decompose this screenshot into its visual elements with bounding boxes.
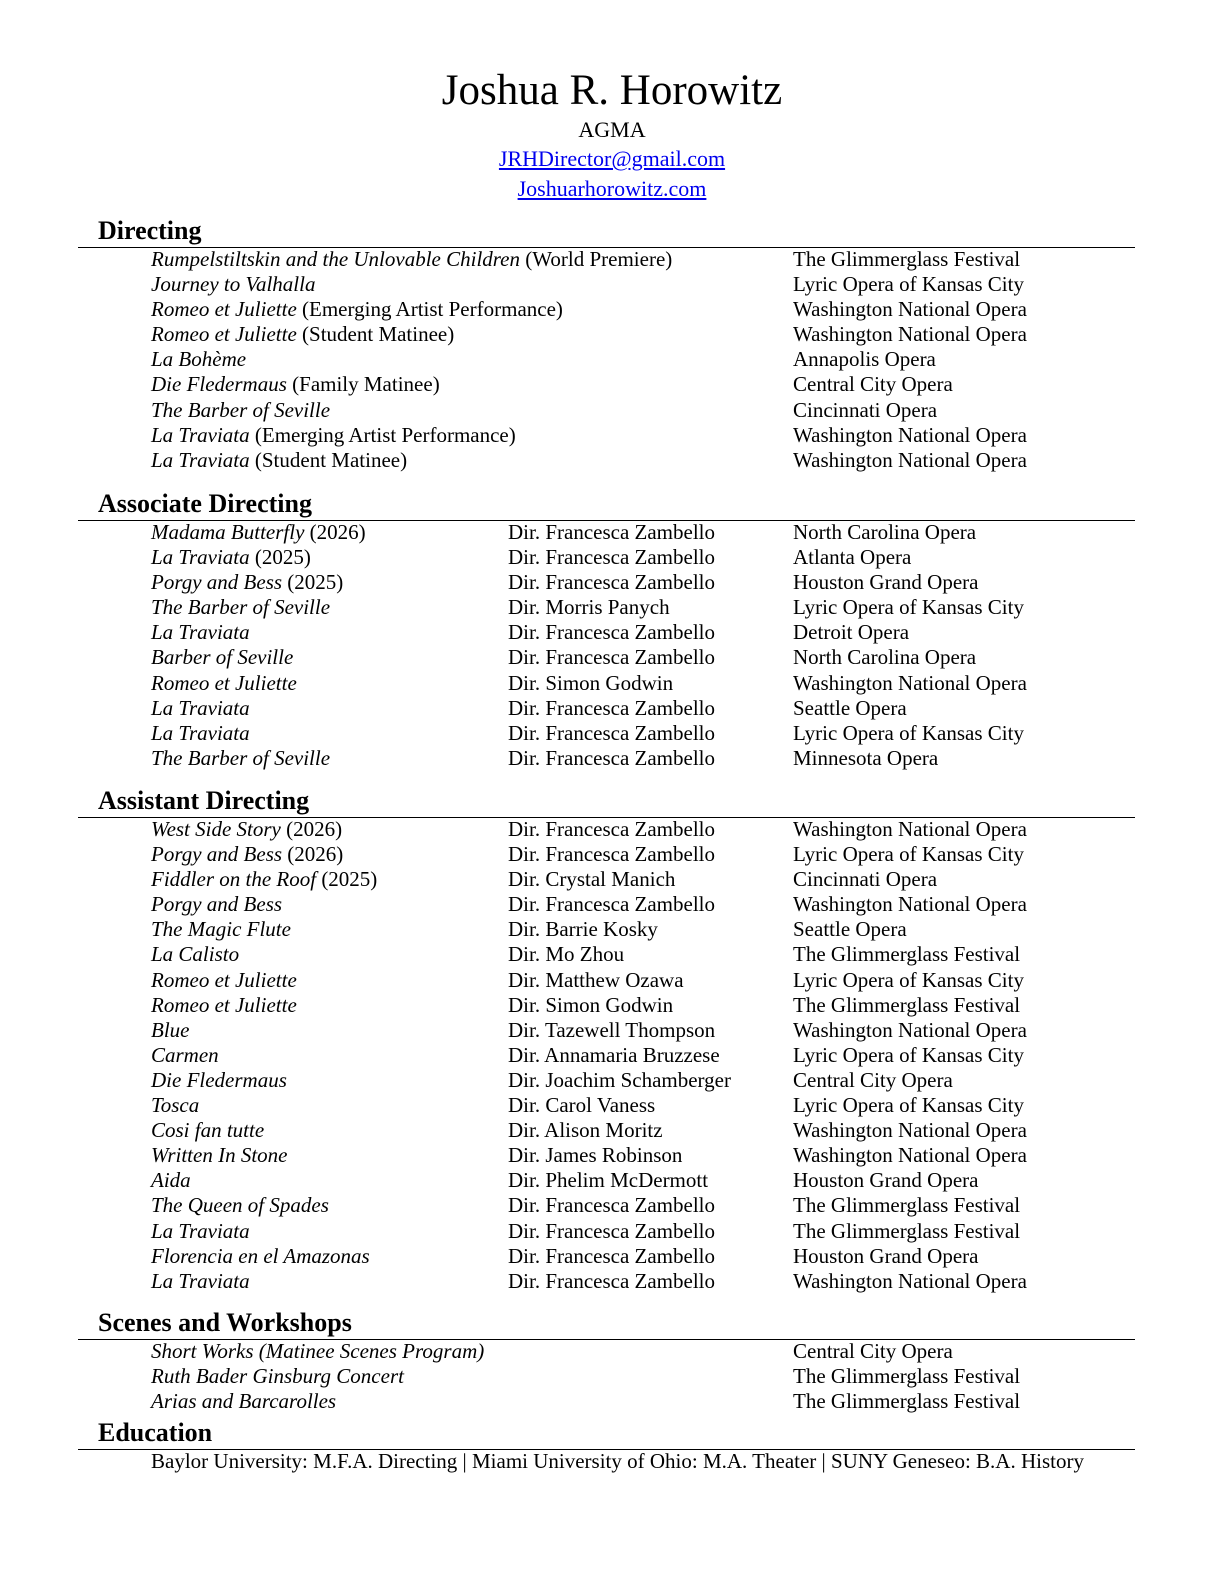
section-title-education: Education xyxy=(98,1418,213,1447)
director-name: Dir. Francesca Zambello xyxy=(508,817,716,841)
credit-row xyxy=(0,1093,1224,1118)
venue-name: Washington National Opera xyxy=(793,817,1027,841)
director-name: Dir. Carol Vaness xyxy=(508,1093,656,1118)
credit-row xyxy=(0,942,1224,967)
production-title-cell xyxy=(151,1118,264,1143)
production-title: La Traviata xyxy=(151,620,250,645)
credit-row xyxy=(0,570,1224,595)
production-title-cell xyxy=(151,817,342,842)
production-title: La Traviata xyxy=(151,1268,250,1293)
production-title: Arias and Barcarolles xyxy=(151,1389,337,1414)
credit-row xyxy=(0,817,1224,842)
production-title-cell xyxy=(151,620,250,645)
production-note: (2025) xyxy=(249,545,311,570)
production-title: Cosi fan tutte xyxy=(151,1118,265,1143)
venue-name: Cincinnati Opera xyxy=(793,867,938,892)
venue-name: Atlanta Opera xyxy=(793,545,912,570)
credit-row xyxy=(0,620,1224,645)
credit-row xyxy=(0,247,1224,272)
credit-row xyxy=(0,968,1224,993)
venue-name: The Glimmerglass Festival xyxy=(793,1193,1021,1218)
production-title: The Magic Flute xyxy=(151,917,291,942)
venue-name: Washington National Opera xyxy=(793,1017,1027,1042)
production-title-cell xyxy=(151,1244,370,1269)
production-title: La Traviata xyxy=(151,695,250,720)
director-name: Dir. Francesca Zambello xyxy=(508,745,716,770)
production-title-cell xyxy=(151,347,246,372)
credit-row xyxy=(0,347,1224,372)
venue-name: Washington National Opera xyxy=(793,670,1027,695)
director-name: Dir. Crystal Manich xyxy=(508,867,676,892)
production-note: (Emerging Artist Performance) xyxy=(296,297,563,322)
production-title: West Side Story xyxy=(151,817,281,841)
credit-row xyxy=(0,721,1224,746)
website-link[interactable]: Joshuarhorowitz.com xyxy=(517,176,707,201)
production-title-cell xyxy=(151,1043,219,1068)
credit-row xyxy=(0,595,1224,620)
production-title-cell xyxy=(151,842,343,867)
production-title-cell xyxy=(151,1193,329,1218)
production-title-cell xyxy=(151,448,407,473)
production-title: Written In Stone xyxy=(151,1143,288,1168)
production-title-cell xyxy=(151,423,516,448)
production-title: Die Fledermaus xyxy=(151,372,287,397)
production-title: Porgy and Bess xyxy=(151,570,283,595)
production-title: Florencia en el Amazonas xyxy=(151,1243,370,1268)
production-title-cell xyxy=(151,1093,199,1118)
production-note: (Student Matinee) xyxy=(249,447,408,472)
credit-row xyxy=(0,1068,1224,1093)
production-note: (2025) xyxy=(282,570,344,595)
production-title: Aida xyxy=(151,1168,191,1193)
production-note: (2026) xyxy=(282,842,344,867)
venue-name: Washington National Opera xyxy=(793,1143,1027,1168)
director-name: Dir. Francesca Zambello xyxy=(508,545,716,570)
director-name: Dir. Morris Panych xyxy=(508,595,670,620)
production-title: Tosca xyxy=(151,1093,200,1118)
credit-row xyxy=(0,1389,1224,1414)
production-title-cell xyxy=(151,993,297,1018)
credit-row xyxy=(0,1143,1224,1168)
section-title-scenes-workshops: Scenes and Workshops xyxy=(98,1308,352,1337)
director-name: Dir. Francesca Zambello xyxy=(508,1193,716,1218)
director-name: Dir. Annamaria Bruzzese xyxy=(508,1042,720,1067)
production-title-cell xyxy=(151,942,239,967)
production-title: Die Fledermaus xyxy=(151,1067,287,1092)
production-title-cell xyxy=(151,595,330,620)
credit-row xyxy=(0,423,1224,448)
production-title: Romeo et Juliette xyxy=(151,322,297,347)
production-note: (2025) xyxy=(316,867,378,892)
production-title-cell xyxy=(151,671,297,696)
director-name: Dir. Simon Godwin xyxy=(508,670,674,695)
candidate-name: Joshua R. Horowitz xyxy=(441,67,783,114)
credit-row xyxy=(0,696,1224,721)
production-note: (Student Matinee) xyxy=(296,322,455,347)
production-title-cell xyxy=(151,721,250,746)
credit-row xyxy=(0,867,1224,892)
production-title: Madama Butterfly xyxy=(151,520,305,544)
venue-name: Lyric Opera of Kansas City xyxy=(793,842,1024,867)
venue-name: Seattle Opera xyxy=(793,917,907,942)
credit-row xyxy=(0,398,1224,423)
venue-name: Minnesota Opera xyxy=(793,745,939,770)
production-title-cell xyxy=(151,1219,250,1244)
venue-name: Houston Grand Opera xyxy=(793,1168,979,1193)
director-name: Dir. Francesca Zambello xyxy=(508,645,716,670)
production-title-cell xyxy=(151,322,454,347)
union-affiliation: AGMA xyxy=(578,117,646,142)
credit-row xyxy=(0,645,1224,670)
credit-row xyxy=(0,297,1224,322)
venue-name: Lyric Opera of Kansas City xyxy=(793,1042,1024,1067)
production-title-cell xyxy=(151,1269,250,1294)
production-title: The Queen of Spades xyxy=(151,1193,329,1218)
venue-name: Washington National Opera xyxy=(793,892,1027,917)
venue-name: Detroit Opera xyxy=(793,620,910,645)
production-title: The Barber of Seville xyxy=(151,595,331,620)
production-title: The Barber of Seville xyxy=(151,745,331,770)
production-title: Porgy and Bess xyxy=(151,842,283,867)
production-title-cell xyxy=(151,372,440,397)
venue-name: Central City Opera xyxy=(793,1067,953,1092)
credit-row xyxy=(0,1244,1224,1269)
email-link[interactable]: JRHDirector@gmail.com xyxy=(498,146,726,171)
production-title: Short Works (Matinee Scenes Program) xyxy=(151,1339,485,1363)
production-title-cell xyxy=(151,398,330,423)
section-title-assistant-directing: Assistant Directing xyxy=(98,786,310,815)
venue-name: Annapolis Opera xyxy=(793,347,936,372)
director-name: Dir. Francesca Zambello xyxy=(508,570,716,595)
credit-row xyxy=(0,892,1224,917)
production-title: La Traviata xyxy=(151,1218,250,1243)
production-title: Ruth Bader Ginsburg Concert xyxy=(151,1364,404,1389)
production-title: Rumpelstiltskin and the Unlovable Children xyxy=(151,247,521,271)
production-title-cell xyxy=(151,247,672,272)
venue-name: Houston Grand Opera xyxy=(793,1243,979,1268)
credit-row xyxy=(0,372,1224,397)
assistant-directing-list xyxy=(0,817,1224,1294)
resume-header xyxy=(0,66,1224,204)
production-title-cell xyxy=(151,645,293,670)
venue-name: The Glimmerglass Festival xyxy=(793,1218,1021,1243)
production-note: (Emerging Artist Performance) xyxy=(249,422,516,447)
production-title: Porgy and Bess xyxy=(151,892,283,917)
credit-row xyxy=(0,448,1224,473)
production-title-cell xyxy=(151,917,291,942)
venue-name: Central City Opera xyxy=(793,1339,953,1363)
venue-name: Washington National Opera xyxy=(793,422,1027,447)
venue-name: Central City Opera xyxy=(793,372,953,397)
venue-name: Lyric Opera of Kansas City xyxy=(793,595,1024,620)
venue-name: Houston Grand Opera xyxy=(793,570,979,595)
credit-row xyxy=(0,545,1224,570)
production-title: La Bohème xyxy=(151,347,247,372)
director-name: Dir. Joachim Schamberger xyxy=(508,1067,731,1092)
credit-row xyxy=(0,1269,1224,1294)
credit-row xyxy=(0,1339,1224,1364)
production-title-cell xyxy=(151,696,250,721)
venue-name: The Glimmerglass Festival xyxy=(793,992,1021,1017)
production-title-cell xyxy=(151,570,343,595)
director-name: Dir. Simon Godwin xyxy=(508,992,674,1017)
production-title-cell xyxy=(151,1339,484,1364)
production-title: Barber of Seville xyxy=(151,645,294,670)
production-title-cell xyxy=(151,1018,189,1043)
director-name: Dir. Francesca Zambello xyxy=(508,1218,716,1243)
venue-name: Washington National Opera xyxy=(793,1118,1027,1143)
production-title-cell xyxy=(151,1389,336,1414)
credit-row xyxy=(0,671,1224,696)
production-note: (2026) xyxy=(304,520,366,544)
production-title: La Calisto xyxy=(151,942,240,967)
director-name: Dir. Francesca Zambello xyxy=(508,620,716,645)
venue-name: Washington National Opera xyxy=(793,297,1027,322)
credit-row xyxy=(0,993,1224,1018)
production-title: Journey to Valhalla xyxy=(151,272,316,297)
production-title: The Barber of Seville xyxy=(151,397,331,422)
venue-name: The Glimmerglass Festival xyxy=(793,1364,1021,1389)
credit-row xyxy=(0,272,1224,297)
director-name: Dir. Francesca Zambello xyxy=(508,1268,716,1293)
credit-row xyxy=(0,1018,1224,1043)
director-name: Dir. Francesca Zambello xyxy=(508,720,716,745)
production-title-cell xyxy=(151,746,330,771)
associate-directing-list xyxy=(0,520,1224,771)
production-title-cell xyxy=(151,892,282,917)
section-title-associate-directing: Associate Directing xyxy=(98,489,312,518)
production-title-cell xyxy=(151,867,377,892)
director-name: Dir. Francesca Zambello xyxy=(508,892,716,917)
credit-row xyxy=(0,520,1224,545)
director-name: Dir. Francesca Zambello xyxy=(508,842,716,867)
credit-row xyxy=(0,1043,1224,1068)
production-title-cell xyxy=(151,272,315,297)
director-name: Dir. James Robinson xyxy=(508,1143,683,1168)
venue-name: Lyric Opera of Kansas City xyxy=(793,272,1024,297)
venue-name: The Glimmerglass Festival xyxy=(793,942,1021,967)
director-name: Dir. Tazewell Thompson xyxy=(508,1017,716,1042)
production-title-cell xyxy=(151,1143,287,1168)
production-title-cell xyxy=(151,297,563,322)
director-name: Dir. Francesca Zambello xyxy=(508,1243,716,1268)
section-title-directing: Directing xyxy=(98,216,202,245)
credit-row xyxy=(0,1193,1224,1218)
credit-row xyxy=(0,1219,1224,1244)
venue-name: Washington National Opera xyxy=(793,447,1027,472)
director-name: Dir. Barrie Kosky xyxy=(508,917,658,942)
director-name: Dir. Francesca Zambello xyxy=(508,695,716,720)
director-name: Dir. Mo Zhou xyxy=(508,942,625,967)
director-name: Dir. Francesca Zambello xyxy=(508,520,716,544)
credit-row xyxy=(0,1364,1224,1389)
venue-name: North Carolina Opera xyxy=(793,645,977,670)
venue-name: North Carolina Opera xyxy=(793,520,977,544)
production-note: (Family Matinee) xyxy=(286,372,440,397)
production-title: La Traviata xyxy=(151,447,250,472)
credit-row xyxy=(0,917,1224,942)
production-title: Romeo et Juliette xyxy=(151,670,297,695)
production-title: Blue xyxy=(151,1017,190,1042)
production-title: Carmen xyxy=(151,1042,219,1067)
credit-row xyxy=(0,322,1224,347)
production-title: Romeo et Juliette xyxy=(151,297,297,322)
production-title-cell xyxy=(151,1068,287,1093)
production-title-cell xyxy=(151,1168,191,1193)
venue-name: Cincinnati Opera xyxy=(793,397,938,422)
credit-row xyxy=(0,1118,1224,1143)
scenes-workshops-list xyxy=(0,1339,1224,1414)
venue-name: Washington National Opera xyxy=(793,1268,1027,1293)
venue-name: Lyric Opera of Kansas City xyxy=(793,967,1024,992)
venue-name: The Glimmerglass Festival xyxy=(793,1389,1021,1414)
venue-name: Seattle Opera xyxy=(793,695,907,720)
education-degrees: Baylor University: M.F.A. Directing | Miami University of Ohio: M.A. Theater | SUNY Geneseo: B.A. History xyxy=(151,1449,1084,1473)
director-name: Dir. Alison Moritz xyxy=(508,1118,663,1143)
credit-row xyxy=(0,746,1224,771)
director-name: Dir. Matthew Ozawa xyxy=(508,967,684,992)
production-title: La Traviata xyxy=(151,422,250,447)
venue-name: Lyric Opera of Kansas City xyxy=(793,720,1024,745)
production-title: La Traviata xyxy=(151,720,250,745)
production-title: Fiddler on the Roof xyxy=(151,867,317,892)
credit-row xyxy=(0,842,1224,867)
production-note: (World Premiere) xyxy=(520,247,673,271)
venue-name: Lyric Opera of Kansas City xyxy=(793,1093,1024,1118)
credit-row xyxy=(0,1168,1224,1193)
production-title: Romeo et Juliette xyxy=(151,992,297,1017)
production-title-cell xyxy=(151,520,366,545)
director-name: Dir. Phelim McDermott xyxy=(508,1168,709,1193)
production-title: Romeo et Juliette xyxy=(151,967,297,992)
venue-name: The Glimmerglass Festival xyxy=(793,247,1021,271)
venue-name: Washington National Opera xyxy=(793,322,1027,347)
production-title: La Traviata xyxy=(151,545,250,570)
directing-list xyxy=(0,247,1224,473)
production-title-cell xyxy=(151,545,311,570)
production-note: (2026) xyxy=(280,817,343,841)
production-title-cell xyxy=(151,1364,404,1389)
production-title-cell xyxy=(151,968,297,993)
